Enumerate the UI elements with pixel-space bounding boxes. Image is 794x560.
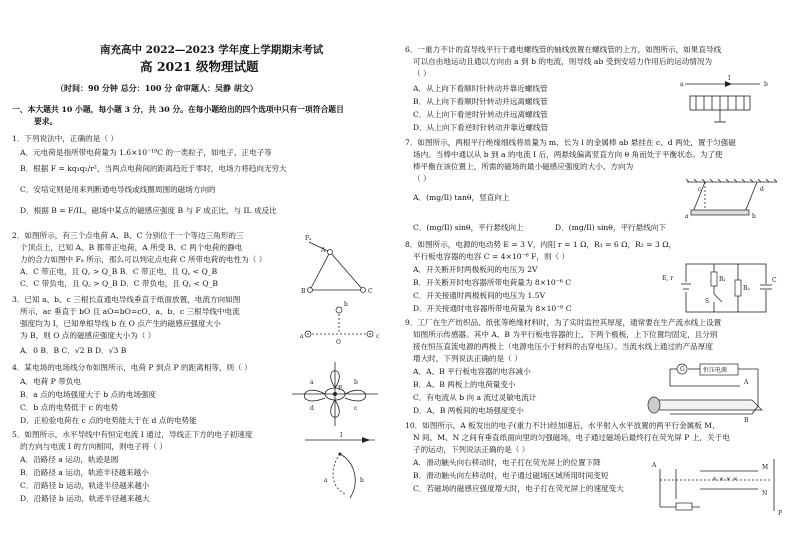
q2-stem-2: 个顶点上，已知 A、B 都带正电荷，A 所受 B、C 两个电荷的静电 [20, 243, 243, 252]
q10-option-c: C．若磁场的磁感应强度增大时，电子打在荧光屏上的速度变大 [413, 484, 624, 493]
q8-circuit-figure [662, 258, 778, 318]
q10-label-a: A [652, 462, 657, 469]
q5-label-a: a [324, 477, 328, 484]
q7-stem-4: （ ） [413, 174, 431, 183]
q7-option-d: D．(mg/Il) sinθ，平行悬线向下 [555, 223, 667, 232]
q4-label-c: c [354, 405, 358, 412]
q8-label-er: E, r [662, 275, 674, 282]
q6-option-b: B．从上向下看顺时针转动并远离螺线管 [413, 97, 548, 106]
q6-stem-1: 6．一重力不计的直导线平行于通电螺线管的轴线放置在螺线管的上方，如图所示，如果直导线 [405, 45, 722, 54]
q2-stem-3: 力的合力如图中 Fₐ 所示，那么可以判定点电荷 C 所带电荷的电性为（ ） [20, 255, 267, 264]
q2-label-c: C [368, 288, 373, 295]
q2-label-a: A [321, 247, 326, 254]
q8-option-c: C．开关接通时两极板间的电压为 1.5V [413, 291, 546, 300]
q9-option-a: A．A、B 平行板电容器的电容减小 [413, 367, 531, 376]
q6-solenoid-figure [680, 76, 775, 126]
q8-option-d: D．开关接通时电容器所带电荷量为 8×10⁻⁶ C [413, 304, 572, 313]
q10-label-n: N [762, 490, 768, 497]
q4-label-b: b [354, 379, 358, 386]
q7-stem-2: 场内。当棒中通以从 b 到 a 的电流 I 后，两悬线偏离竖直方向 θ 角而处于平衡状态。为了使 [413, 150, 723, 159]
q1-stem: 1．下列说法中，正确的是（ ） [12, 134, 118, 143]
q9-stem-2: 如图所示传感器。其中 A、B 为平行板电容器的上、下两个极板，上下位置均固定，且分别 [413, 330, 718, 339]
q1-option-c: C．安培定则是用来判断通电导线或线圈周围的磁场方向的 [20, 185, 216, 194]
q6-option-a: A．从上向下看顺时针转动并靠近螺线管 [413, 84, 548, 93]
q9-label-source: 恒压电源 [703, 367, 728, 374]
q4-field-lines-figure [290, 360, 380, 428]
q4-label-a: a [310, 379, 314, 386]
q5-option-c: C．沿路径 b 运动，轨迹半径越来越小 [20, 481, 150, 490]
q9-option-b: B．A、B 两板上的电荷量变小 [413, 380, 516, 389]
q1-option-d: D．根据 B = F/IL，磁场中某点的磁感应强度 B 与 F 成正比，与 IL 成反比 [20, 206, 277, 215]
q7-label-a: a [685, 213, 689, 220]
q4-label-p: P [338, 385, 343, 392]
q3-stem-1: 3．已知 a、b、c 三根长直通电导线垂直于纸面放置，电流方向如图 [12, 295, 241, 304]
q9-stem-4: 增大时，下列说法正确的是（ ） [413, 354, 522, 363]
q1-option-a: A．元电荷是指所带电荷量为 1.6×10⁻¹⁹C 的一类粒子，如电子、正电子等 [20, 148, 272, 157]
q9-stem-1: 9．工厂在生产纺织品、纸张等绝缘材料时，为了实时监控其厚度，通常要在生产流水线上设置 [405, 318, 722, 327]
q10-stem-1: 10．如图所示，A 板发出的电子(重力不计)经加速后，水平射入水平放置的两平行金属板 M、 [405, 421, 720, 430]
q2-label-b: B [301, 288, 306, 295]
q5-label-b: b [360, 477, 364, 484]
q7-option-c: C．(mg/Il) sinθ，平行悬线向上 [413, 223, 524, 232]
q7-label-b: b [752, 213, 756, 220]
q1-option-b: B．根据 F = kq₁q₂/r²，当两点电荷间的距离趋近于零时，电场力将趋向无穷大 [20, 164, 287, 173]
q10-stem-2: N 间，M、N 之间有垂直纸面向里的匀强磁场，电子通过磁场后最终打在荧光屏 P 上，关于电 [413, 433, 730, 442]
q8-option-b: B．开关断开时电容器所带电荷量为 8×10⁻⁶ C [413, 278, 572, 287]
q10-deflection-figure [640, 455, 785, 517]
section-heading: 一、本大题共 10 小题，每小题 3 分，共 30 分。在每小题给出的四个选项中只有一项符合题目 [12, 105, 344, 114]
q6-stem-3: （ ） [413, 69, 431, 78]
q3-wires-figure [300, 302, 380, 350]
q6-label-i: I [728, 75, 731, 82]
q10-option-a: A．滑动触头向右移动时，电子打在荧光屏上的位置下降 [413, 458, 601, 467]
q5-option-b: B．沿路径 a 运动，轨迹半径越来越小 [20, 468, 149, 477]
q5-option-d: D．沿路径 b 运动，轨迹半径越来越大 [20, 494, 150, 503]
q7-hanging-rod-figure [685, 178, 780, 230]
q10-label-m: M [762, 464, 769, 471]
exam-title: 南充高中 2022—2023 学年度上学期期末考试 [100, 44, 324, 56]
q8-label-r2: R₂ [743, 285, 750, 292]
q2-label-force: Fₐ [305, 235, 312, 242]
q3-stem-4: 为 B，则 O 点的磁感应强度大小为（ ） [20, 331, 156, 340]
q8-label-s: S [705, 298, 710, 305]
svg-text:× × × ×: × × × × [712, 476, 738, 483]
q5-stem-2: 的方向与电流 I 的方向相同，则电子将（ ） [20, 442, 167, 451]
q3-label-c: c [376, 333, 380, 340]
q7-label-d: d [760, 186, 764, 193]
q8-option-a: A．开关断开时两极板间的电压为 2V [413, 265, 538, 274]
q4-stem: 4．某电场的电场线分布如图所示，电荷 P 到点 P 的距离相等，则（ ） [12, 363, 252, 372]
q2-triangle-figure [301, 235, 375, 300]
q3-label-b: b [344, 301, 348, 308]
q8-label-r1: R₁ [719, 276, 726, 283]
q4-option-b: B．a 点的电场强度大于 b 点的电场强度 [20, 390, 157, 399]
q3-stem-3: 强度均为 I，已知单根导线 b 在 O 点产生的磁感应强度大小 [20, 319, 221, 328]
q7-label-c: c [698, 186, 702, 193]
q4-option-c: C．b 点的电势低于 c 的电势 [20, 403, 119, 412]
q5-label-i: I [340, 432, 343, 439]
q6-stem-2: 可以自由地运动且通以方向由 a 到 b 的电流，则导线 ab 受到安培力作用后的运动情况为 [413, 57, 713, 66]
q6-label-b: b [764, 81, 768, 88]
q9-stem-3: 接在恒压直流电源的两极上（电源电压小于材料的击穿电压）。当流水线上通过的产品厚度 [413, 342, 713, 351]
q6-option-c: C．从上向下看逆时针转动并远离螺线管 [413, 110, 548, 119]
q4-label-d: d [310, 405, 314, 412]
q7-option-a: A．(mg/Il) tanθ，竖直向上 [413, 193, 510, 202]
q8-stem-2: 平行板电容器的电容 C = 4×10⁻⁶ F，则（ ） [413, 252, 570, 261]
q9-option-c: C．有电流从 b 向 a 流过灵敏电流计 [413, 393, 537, 402]
q7-stem-3: 棒平衡在该位置上，所需的磁场的最小磁感应强度的大小、方向为 [413, 162, 634, 171]
exam-info: （时间：90 分钟 总分：100 分 命审题人：吴静 胡文） [56, 83, 258, 93]
q9-label-g: G [680, 366, 685, 373]
q8-stem-1: 8．如图所示，电源的电动势 E = 3 V，内阻 r = 1 Ω，R₁ = 6 Ω，R₂ = 3 Ω， [405, 240, 677, 249]
q9-sensor-figure [640, 362, 780, 422]
q9-label-a: A [744, 379, 749, 386]
q6-option-d: D．从上向下看逆时针转动并靠近螺线管 [413, 123, 549, 132]
q3-label-o: O [336, 339, 341, 346]
q8-label-c: C [772, 277, 777, 284]
q10-stem-3: 子的运动，下列说法正确的是（ ） [413, 445, 530, 454]
q4-option-a: A．电荷 P 带负电 [20, 377, 81, 386]
q5-wire-electron-figure [300, 432, 380, 502]
q4-option-d: D．正检验电荷在 c 点的电势能大于在 d 点的电势能 [20, 416, 197, 425]
q2-options-cd: C．C 带负电，且 Q꜀ > Q_B D．C 带负电，且 Q꜀ < Q_B [20, 279, 219, 288]
exam-subtitle: 高 2021 级物理试题 [140, 59, 259, 74]
q6-label-a: a [680, 81, 684, 88]
q2-options-ab: A．C 带正电，且 Q꜀ > Q_B B．C 带正电，且 Q꜀ < Q_B [20, 267, 218, 276]
q10-label-p: P [778, 510, 783, 517]
q3-stem-2: 所示，ac 垂直于 bO 且 aO=bO=cO，a、b、c 三根导线中电流 [20, 307, 240, 316]
q7-stem-1: 7．如图所示，两根平行绝缘细线将质量为 m、长为 l 的金属棒 ab 悬挂在 c、d 两处，置于匀强磁 [405, 138, 736, 147]
q9-option-d: D．A、B 两板间的电场强度变小 [413, 406, 524, 415]
q3-label-a: a [300, 333, 304, 340]
q9-label-b: B [744, 417, 749, 424]
q5-stem-1: 5．如图所示，水平导线中有恒定电流 I 通过，导线正下方的电子初速度 [12, 430, 253, 439]
section-heading-cont: 要求。 [34, 117, 58, 126]
q2-stem-1: 2．如图所示，有三个点电荷 A、B、C 分别位于一个等边三角形的三 [12, 231, 244, 240]
q5-option-a: A．沿路径 a 运动，轨迹是圆 [20, 455, 119, 464]
q3-options: A．0 B．B C．√2 B D．√3 B [20, 346, 127, 355]
q10-option-b: B．滑动触头向左移动时，电子通过磁场区域所用时间变短 [413, 471, 609, 480]
